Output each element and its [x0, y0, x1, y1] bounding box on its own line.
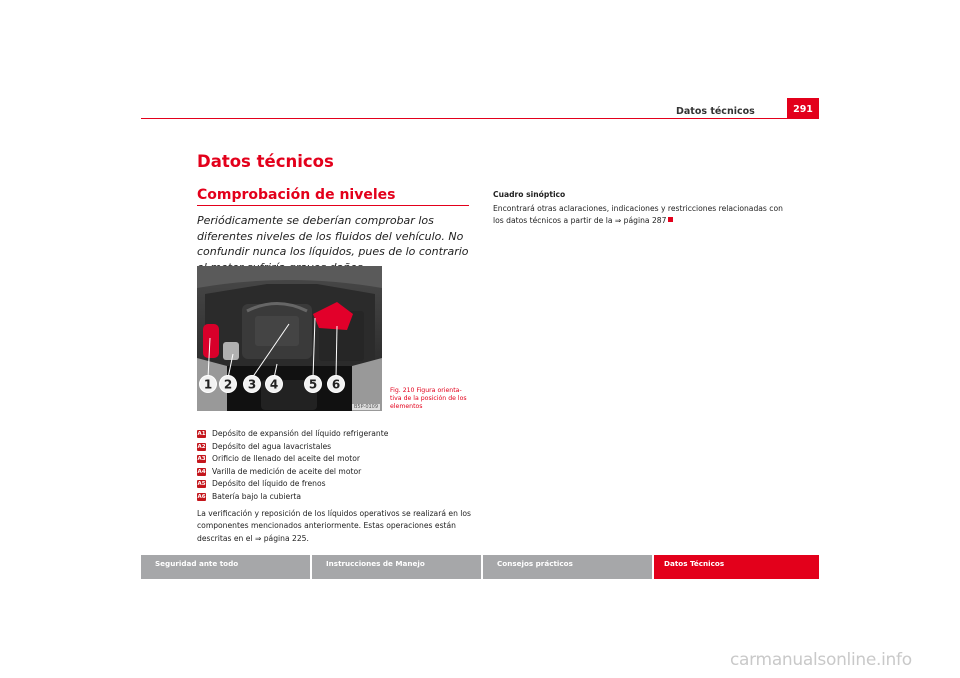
callout-label-3: 3	[247, 377, 257, 392]
tab-instrucciones[interactable]: Instrucciones de Manejo	[312, 555, 481, 579]
watermark: carmanualsonline.info	[730, 650, 912, 670]
callout-label-1: 1	[203, 377, 213, 392]
callout-label-5: 5	[308, 377, 318, 392]
header-divider	[141, 118, 819, 119]
item-text: Batería bajo la cubierta	[212, 491, 301, 501]
page-title: Datos técnicos	[197, 152, 334, 171]
tab-consejos[interactable]: Consejos prácticos	[483, 555, 652, 579]
figure-code: B5P-0109	[354, 404, 379, 410]
overview-body	[493, 203, 783, 227]
overview-text: Encontrará otras aclaraciones, indicaciones y restricciones relacionadas con los datos técnicos a partir de la ⇒ página 287	[493, 204, 783, 225]
list-item	[197, 491, 477, 504]
item-badge: A5	[197, 481, 206, 488]
item-text: Depósito de expansión del líquido refrigerante	[212, 429, 389, 438]
item-badge: A4	[197, 468, 206, 475]
section-heading: Comprobación de niveles	[197, 187, 396, 203]
item-text: Orificio de llenado del aceite del motor	[212, 454, 360, 464]
footer-nav	[141, 555, 819, 579]
page-number: 291	[787, 98, 819, 118]
engine-figure	[197, 266, 382, 411]
item-text: Depósito del líquido de frenos	[212, 479, 326, 489]
item-badge: A6	[197, 493, 206, 500]
item-list	[197, 428, 477, 504]
overview-heading: Cuadro sinóptico	[493, 190, 566, 199]
item-text: Varilla de medición de aceite del motor	[212, 466, 362, 476]
intro-text: Periódicamente se deberían comprobar los diferentes niveles de los fluidos del vehículo. No confundir nunca los líquidos, pues de lo contrario	[197, 214, 469, 258]
section-divider	[197, 205, 469, 206]
figure-caption: Fig. 210 Figura orienta-tiva de la posición de los elementos	[390, 387, 467, 410]
item-badge: A1	[197, 431, 206, 437]
list-item	[197, 478, 477, 491]
tab-datos-tecnicos[interactable]: Datos Técnicos	[654, 555, 819, 579]
body-paragraph: La verificación y reposición de los líquidos operativos se realizará en los componentes mencionados anteriormente. Estas operaciones están descritas en el ⇒ página 225.	[197, 509, 472, 543]
callout-label-4: 4	[269, 377, 279, 392]
list-item	[197, 466, 477, 479]
tab-seguridad[interactable]: Seguridad ante todo	[141, 555, 310, 579]
item-text: Depósito del agua lavacristales	[212, 441, 332, 451]
callout-label-2: 2	[223, 377, 233, 392]
end-marker-icon	[668, 217, 673, 222]
list-item	[197, 428, 477, 441]
callout-label-6: 6	[331, 377, 341, 392]
list-item	[197, 441, 477, 454]
item-badge: A2	[197, 443, 206, 450]
engine-bay-illustration	[197, 266, 382, 411]
header-section-title: Datos técnicos	[676, 106, 755, 117]
item-badge: A3	[197, 456, 206, 463]
list-item	[197, 453, 477, 466]
